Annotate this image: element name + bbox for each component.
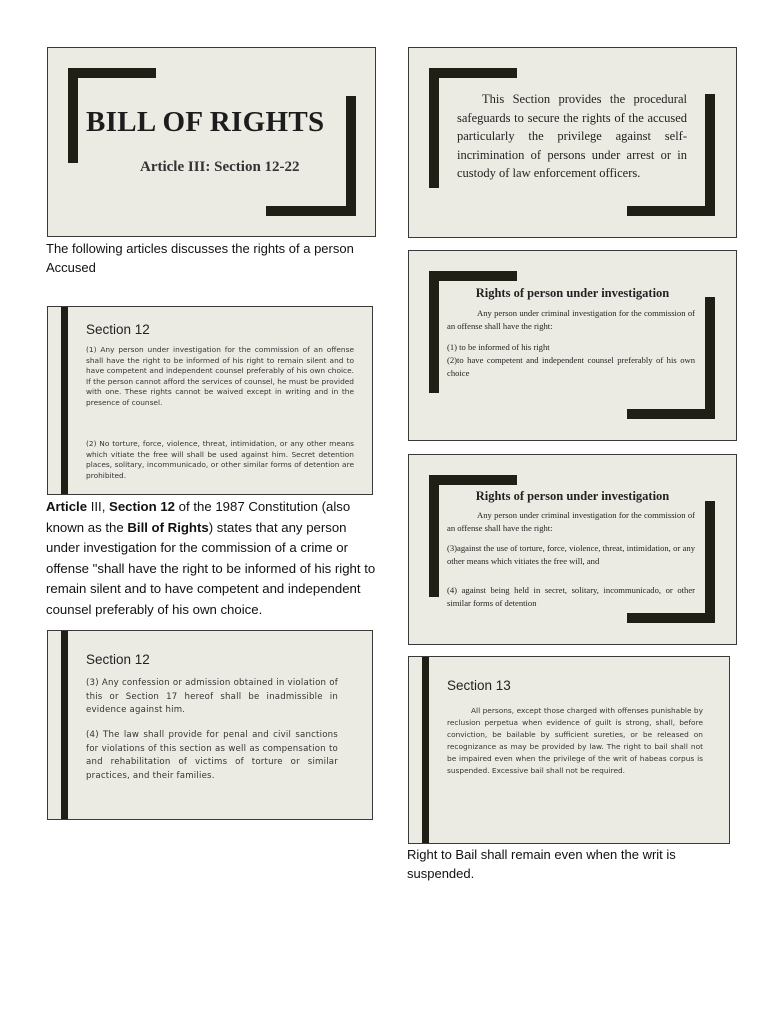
caption-accused: The following articles discusses the rights of a person Accused <box>46 241 354 275</box>
rights-item-1: (1) to be informed of his right <box>447 342 550 352</box>
section13-text: All persons, except those charged with offenses punishable by reclusion perpetua when evidence of guilt is strong, shall, before conviction, be bailable by sufficient sureties, or be released on recognizance as may be provided by law. The right to bail shall not be impaired even when the privilege of the writ of habeas corpus is suspended. Excessive bail shall not be required. <box>447 706 703 775</box>
safeguards-text: This Section provides the procedural safeguards to secure the rights of the accused particularly the privilege against self-incrimination of persons under arrest or in custody of law enforcement officers. <box>457 92 687 180</box>
bracket-bottom-right-v <box>705 297 715 419</box>
rights-item-3: (3)against the use of torture, force, violence, threat, intimidation, or any other means which vitiates the free will, and <box>447 543 695 566</box>
bracket-top-left-v <box>68 68 78 163</box>
section12-paragraph-1: (1) Any person under investigation for the commission of an offense shall have the right to be informed of his right to remain silent and to have competent and independent counsel preferably of his own choice. If the person cannot afford the services of counsel, he must be provided with one. These rights cannot be waived except in writing and in the presence of counsel. <box>86 345 354 407</box>
caption-bold-bill: Bill of Rights <box>127 519 209 535</box>
bracket-top-left-h <box>68 68 156 78</box>
bracket-top-left-h <box>429 68 517 78</box>
safeguards-slide <box>408 47 737 238</box>
slide-title: BILL OF RIGHTS <box>86 106 325 138</box>
slide-left-bar <box>61 631 68 820</box>
section12-slide-a <box>47 306 373 495</box>
section12-paragraph-2: (2) No torture, force, violence, threat, intimidation, or any other means which vitiate the free will shall be used against him. Secret detention places, solitary, incommunicado, or other similar forms of detention are prohibited. <box>86 439 354 480</box>
bracket-bottom-right-v <box>346 96 356 216</box>
section-heading: Section 13 <box>447 678 511 693</box>
rights-title: Rights of person under investigation <box>475 286 670 300</box>
bracket-bottom-right-h <box>627 613 715 623</box>
rights-intro: Any person under criminal investigation for the commission of an offense shall have the right: <box>447 510 695 533</box>
rights-item-2: (2)to have competent and independent counsel preferably of his own choice <box>447 355 695 378</box>
bracket-top-left-v <box>429 68 439 188</box>
slide-subtitle: Article III: Section 12-22 <box>140 159 300 175</box>
rights-slide-1 <box>408 250 737 441</box>
section-heading: Section 12 <box>86 322 150 337</box>
rights-item-4: (4) against being held in secret, solitary, incommunicado, or other similar forms of detention <box>447 585 695 608</box>
section12-paragraph-4: (4) The law shall provide for penal and civil sanctions for violations of this section as well as compensation to and rehabilitation of victims of torture or similar practices, and their families. <box>86 730 338 781</box>
rights-title: Rights of person under investigation <box>475 489 670 503</box>
section12-slide-b <box>47 630 373 820</box>
bracket-bottom-right-h <box>627 206 715 216</box>
title-slide <box>47 47 376 237</box>
bracket-bottom-right-h <box>266 206 356 216</box>
caption-bold-section: Section 12 <box>109 499 175 514</box>
rights-slide-2 <box>408 454 737 645</box>
section13-slide <box>408 656 730 844</box>
caption-bold-article: Article <box>46 499 88 514</box>
caption-text-1: III, <box>87 499 110 514</box>
caption-text-3: ) states that any person under investigation for the commission of a crime or offense "shall have the right to be informed of his right to remain silent and to have competent and independent counsel preferably of his own choice. <box>46 519 376 617</box>
slide-left-bar <box>422 657 429 844</box>
section12-paragraph-3: (3) Any confession or admission obtained in violation of this or Section 17 hereof shall be inadmissible in evidence against him. <box>86 678 338 715</box>
slide-left-bar <box>61 307 68 495</box>
bracket-top-left-h <box>429 475 517 485</box>
rights-intro: Any person under criminal investigation for the commission of an offense shall have the right: <box>447 308 695 331</box>
caption-article-iii <box>46 497 376 620</box>
bracket-bottom-right-v <box>705 94 715 216</box>
bracket-bottom-right-v <box>705 501 715 623</box>
bracket-bottom-right-h <box>627 409 715 419</box>
bracket-top-left-h <box>429 271 517 281</box>
caption-text-2: of the 1987 Constitution (also known as the <box>46 499 351 535</box>
section-heading: Section 12 <box>86 652 150 667</box>
caption-right-to-bail: Right to Bail shall remain even when the writ is suspended. <box>407 847 676 881</box>
